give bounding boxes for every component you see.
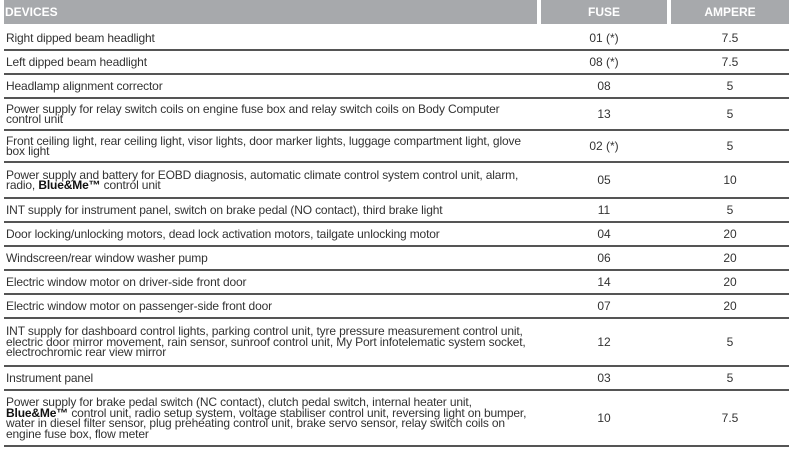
fuse-cell: 02 (*) bbox=[541, 131, 667, 163]
device-cell bbox=[4, 199, 537, 223]
fuse-table bbox=[4, 0, 789, 447]
table-row bbox=[4, 271, 789, 295]
device-cell bbox=[4, 51, 537, 75]
fuse-cell: 08 bbox=[541, 75, 667, 99]
device-text: Power supply and battery for EOBD diagnosis, automatic climate control system control unit, alarm, radio, bbox=[6, 167, 519, 192]
table-row bbox=[4, 367, 789, 391]
device-cell bbox=[4, 295, 537, 319]
table-row bbox=[4, 163, 789, 199]
ampere-cell: 20 bbox=[671, 223, 789, 247]
device-cell bbox=[4, 391, 537, 447]
ampere-cell: 5 bbox=[671, 75, 789, 99]
device-text: Door locking/unlocking motors, dead lock activation motors, tailgate unlocking motor bbox=[6, 226, 440, 241]
device-text: Windscreen/rear window washer pump bbox=[6, 250, 208, 265]
ampere-cell: 5 bbox=[671, 319, 789, 367]
ampere-cell: 5 bbox=[671, 367, 789, 391]
device-text: Right dipped beam headlight bbox=[6, 30, 155, 45]
table-row bbox=[4, 391, 789, 447]
fuse-cell: 06 bbox=[541, 247, 667, 271]
ampere-cell: 20 bbox=[671, 247, 789, 271]
ampere-cell: 5 bbox=[671, 99, 789, 131]
device-cell bbox=[4, 367, 537, 391]
table-row bbox=[4, 319, 789, 367]
table-row bbox=[4, 247, 789, 271]
ampere-cell: 5 bbox=[671, 199, 789, 223]
fuse-cell: 14 bbox=[541, 271, 667, 295]
device-text: control unit bbox=[100, 178, 161, 192]
fuse-cell: 04 bbox=[541, 223, 667, 247]
ampere-cell: 20 bbox=[671, 271, 789, 295]
table-row bbox=[4, 27, 789, 51]
device-cell bbox=[4, 99, 537, 131]
device-text: Instrument panel bbox=[6, 370, 93, 385]
table-row bbox=[4, 75, 789, 99]
fuse-cell: 08 (*) bbox=[541, 51, 667, 75]
device-text: Electric window motor on driver-side front door bbox=[6, 274, 247, 289]
header-fuse: FUSE bbox=[541, 0, 667, 27]
device-cell bbox=[4, 131, 537, 163]
device-cell bbox=[4, 163, 537, 199]
device-cell bbox=[4, 75, 537, 99]
ampere-cell: 20 bbox=[671, 295, 789, 319]
device-text: Front ceiling light, rear ceiling light, visor lights, door marker lights, luggage compartment light, glove box light bbox=[6, 133, 521, 158]
device-text: Left dipped beam headlight bbox=[6, 54, 147, 69]
ampere-cell: 7.5 bbox=[671, 391, 789, 447]
table-row bbox=[4, 223, 789, 247]
ampere-cell: 10 bbox=[671, 163, 789, 199]
table-row bbox=[4, 131, 789, 163]
fuse-cell: 11 bbox=[541, 199, 667, 223]
header-ampere: AMPERE bbox=[671, 0, 789, 27]
fuse-cell: 01 (*) bbox=[541, 27, 667, 51]
table-row bbox=[4, 51, 789, 75]
fuse-cell: 03 bbox=[541, 367, 667, 391]
fuse-cell: 07 bbox=[541, 295, 667, 319]
ampere-cell: 7.5 bbox=[671, 51, 789, 75]
table-row bbox=[4, 295, 789, 319]
table-row bbox=[4, 99, 789, 131]
device-text: Headlamp alignment corrector bbox=[6, 78, 163, 93]
fuse-cell: 05 bbox=[541, 163, 667, 199]
device-brand-text: Blue&Me™ bbox=[6, 405, 69, 420]
device-cell bbox=[4, 319, 537, 367]
device-text: Power supply for brake pedal switch (NC contact), clutch pedal switch, internal heater unit, bbox=[6, 395, 472, 409]
fuse-cell: 10 bbox=[541, 391, 667, 447]
fuse-cell: 12 bbox=[541, 319, 667, 367]
device-cell bbox=[4, 223, 537, 247]
fuse-cell: 13 bbox=[541, 99, 667, 131]
device-text: INT supply for instrument panel, switch on brake pedal (NO contact), third brake light bbox=[6, 202, 443, 217]
device-text: Power supply for relay switch coils on engine fuse box and relay switch coils on Body Computer control unit bbox=[6, 101, 500, 126]
device-text: control unit, radio setup system, voltage stabiliser control unit, reversing light on bumper, water in diesel filter sensor, plug preheating control unit, brake servo sensor, relay switch coils on engine fuse box, flow meter bbox=[6, 405, 527, 441]
ampere-cell: 7.5 bbox=[671, 27, 789, 51]
ampere-cell: 5 bbox=[671, 131, 789, 163]
device-cell bbox=[4, 271, 537, 295]
header-row bbox=[4, 0, 789, 27]
header-devices: DEVICES bbox=[4, 0, 537, 27]
device-cell bbox=[4, 247, 537, 271]
table-row bbox=[4, 199, 789, 223]
device-text: INT supply for dashboard control lights, parking control unit, tyre pressure measurement control unit, electric door mirror movement, rain sensor, sunroof control unit, My Port infotelematic system socket, electrochromic rear view mirror bbox=[6, 324, 526, 360]
device-cell bbox=[4, 27, 537, 51]
device-brand-text: Blue&Me™ bbox=[38, 178, 101, 192]
device-text: Electric window motor on passenger-side front door bbox=[6, 298, 272, 313]
